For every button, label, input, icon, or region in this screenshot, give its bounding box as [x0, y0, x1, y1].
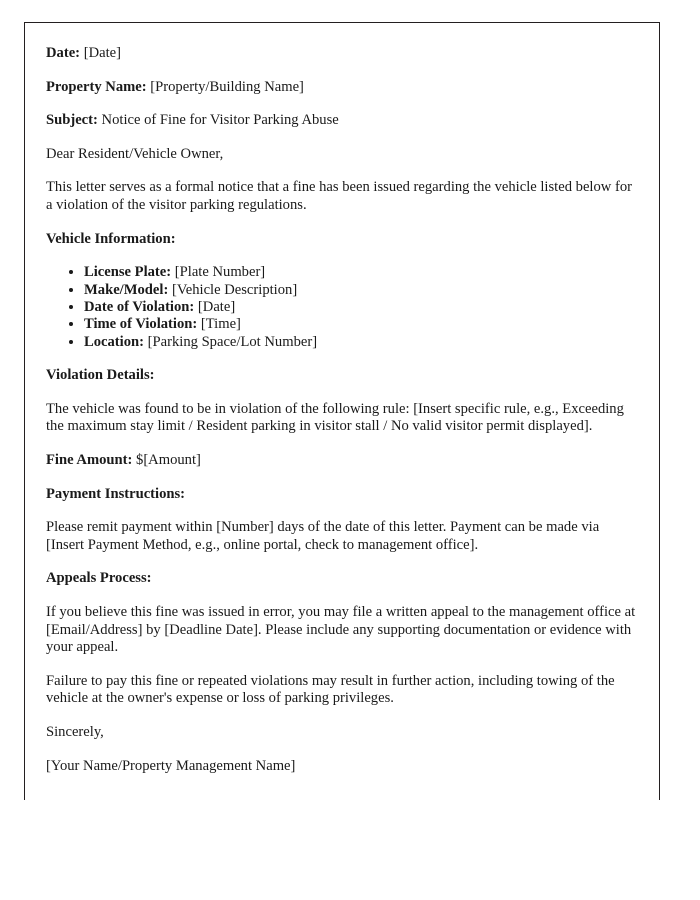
- list-item-label: Make/Model:: [84, 281, 169, 298]
- fine-amount: [46, 452, 639, 470]
- list-item: [84, 316, 639, 333]
- appeals-process-heading: Appeals Process:: [46, 570, 152, 587]
- list-item-value: [Parking Space/Lot Number]: [147, 333, 318, 350]
- signature-line: [Your Name/Property Management Name]: [46, 757, 296, 774]
- warning-paragraph: Failure to pay this fine or repeated violations may result in further action, including towing of the vehicle at the owner's expense or loss of parking privileges.: [46, 672, 615, 707]
- list-item-value: [Date]: [197, 298, 236, 315]
- violation-details-heading: Violation Details:: [46, 367, 155, 384]
- field-property-name-label: Property Name:: [46, 78, 147, 95]
- field-date-value: [Date]: [83, 45, 121, 61]
- field-subject-label: Subject:: [46, 112, 98, 129]
- list-item: [84, 264, 639, 281]
- closing: Sincerely,: [46, 723, 104, 740]
- intro-paragraph: This letter serves as a formal notice that a fine has been issued regarding the vehicle listed below for a violation of the visitor parking regulations.: [46, 179, 632, 213]
- list-item: [84, 299, 639, 316]
- field-property-name-value: [Property/Building Name]: [150, 78, 304, 95]
- payment-instructions-body: Please remit payment within [Number] days of the date of this letter. Payment can be made via [Insert Payment Method, e.g., online portal, check to management office].: [46, 519, 600, 553]
- field-property-name: [46, 79, 639, 97]
- list-item-label: Date of Violation:: [84, 298, 195, 315]
- list-item-label: Location:: [84, 333, 144, 350]
- field-date-label: Date:: [46, 45, 81, 61]
- fine-amount-value: $[Amount]: [136, 451, 201, 468]
- violation-details-body: The vehicle was found to be in violation of the following rule: [Insert specific rule, e.g., Exceeding the maximum stay limit / Resident parking in visitor stall / No valid visitor permit displayed].: [46, 400, 624, 435]
- list-item: [84, 334, 639, 351]
- payment-instructions-heading: Payment Instructions:: [46, 485, 186, 502]
- list-item-value: [Time]: [200, 316, 241, 333]
- vehicle-information-list: [46, 264, 639, 351]
- list-item-value: [Vehicle Description]: [171, 281, 298, 298]
- list-item: [84, 282, 639, 299]
- field-date: [46, 45, 639, 63]
- list-item-value: [Plate Number]: [174, 264, 266, 281]
- list-item-label: License Plate:: [84, 264, 172, 281]
- vehicle-information-heading: Vehicle Information:: [46, 230, 176, 247]
- salutation: Dear Resident/Vehicle Owner,: [46, 145, 224, 162]
- fine-amount-label: Fine Amount:: [46, 451, 133, 468]
- document-body: [25, 23, 659, 775]
- document-page: [24, 22, 660, 800]
- field-subject-value: Notice of Fine for Visitor Parking Abuse: [101, 112, 339, 129]
- list-item-label: Time of Violation:: [84, 316, 198, 333]
- appeals-process-body: If you believe this fine was issued in error, you may file a written appeal to the management office at [Email/Address] by [Deadline Date]. Please include any supporting documentation or evidence with your appeal.: [46, 603, 636, 656]
- field-subject: [46, 112, 639, 130]
